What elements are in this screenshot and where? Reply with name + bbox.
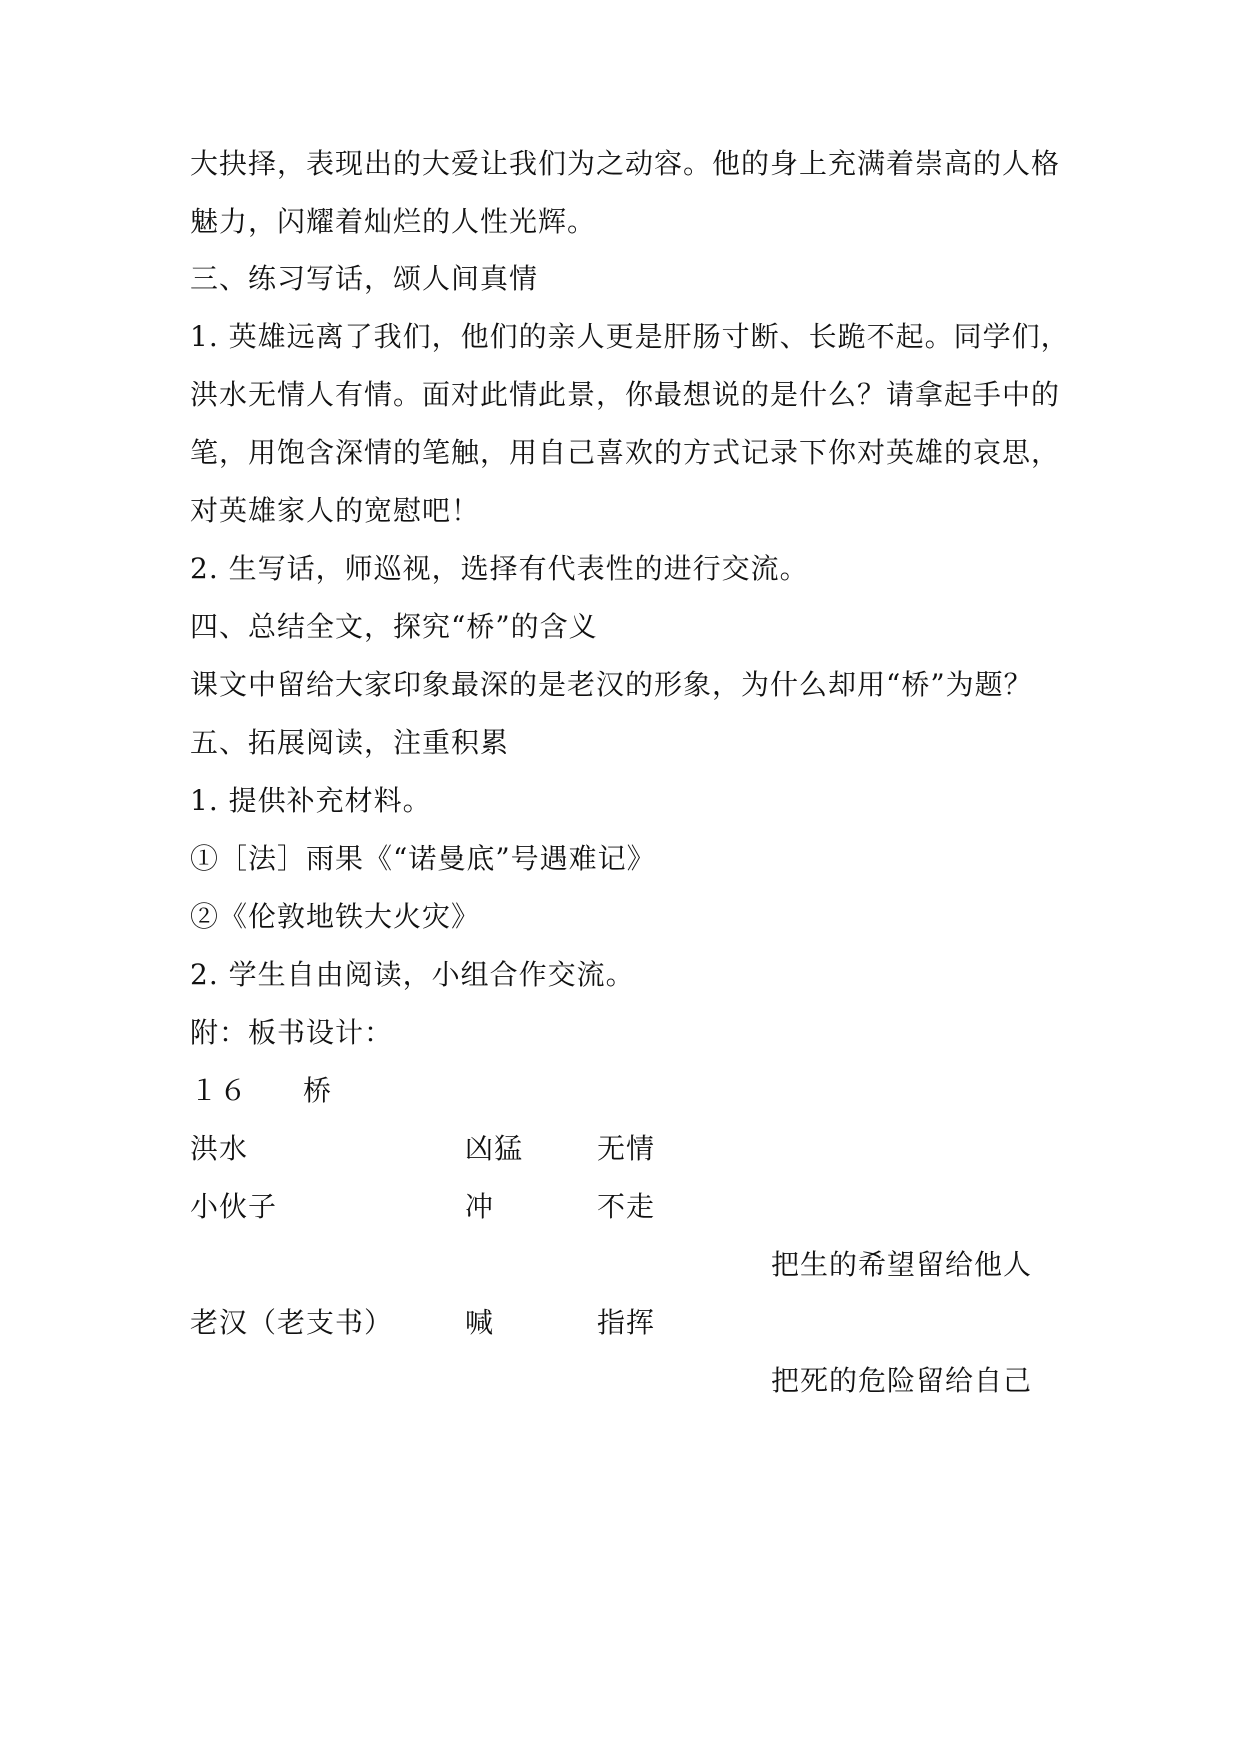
- board-note-2: 把死的危险留给自己: [771, 1364, 1033, 1397]
- section-heading-3: 三、练习写话，颂人间真情: [190, 262, 539, 295]
- appendix-label: 附：板书设计：: [190, 1016, 394, 1049]
- board-lesson-title: 桥: [303, 1074, 333, 1107]
- reading-item: ①［法］雨果《“诺曼底”号遇难记》: [190, 842, 656, 875]
- paragraph-line: 课文中留给大家印象最深的是老汉的形象，为什么却用“桥”为题？: [190, 668, 1033, 701]
- list-item: 2. 学生自由阅读，小组合作交流。: [190, 958, 635, 991]
- paragraph-line: 魅力，闪耀着灿烂的人性光辉。: [190, 205, 597, 238]
- board-note-1: 把生的希望留给他人: [771, 1248, 1033, 1281]
- board-row-3-subject: 老汉（老支书）: [190, 1306, 394, 1339]
- list-item: 1. 提供补充材料。: [190, 784, 432, 817]
- board-row-3-trait: 指挥: [597, 1306, 656, 1339]
- board-lesson-number: １６: [190, 1074, 249, 1107]
- paragraph-line: 洪水无情人有情。面对此情此景，你最想说的是什么？请拿起手中的: [190, 378, 1061, 411]
- board-row-3-verb: 喊: [465, 1306, 495, 1339]
- paragraph-line: 1. 英雄远离了我们，他们的亲人更是肝肠寸断、长跪不起。同学们，: [190, 320, 1070, 353]
- board-row-2-verb: 冲: [465, 1190, 495, 1223]
- reading-item: ②《伦敦地铁大火灾》: [190, 900, 481, 933]
- paragraph-line: 大抉择，表现出的大爱让我们为之动容。他的身上充满着崇高的人格: [190, 147, 1061, 180]
- board-row-1-trait: 无情: [597, 1132, 656, 1165]
- list-item: 2. 生写话，师巡视，选择有代表性的进行交流。: [190, 552, 809, 585]
- board-row-1-subject: 洪水: [190, 1132, 249, 1165]
- board-row-2-subject: 小伙子: [190, 1190, 278, 1223]
- board-row-1-verb: 凶猛: [465, 1132, 524, 1165]
- paragraph-line: 笔，用饱含深情的笔触，用自己喜欢的方式记录下你对英雄的哀思，: [190, 436, 1061, 469]
- section-heading-4: 四、总结全文，探究“桥”的含义: [190, 610, 598, 643]
- section-heading-5: 五、拓展阅读，注重积累: [190, 726, 510, 759]
- paragraph-line: 对英雄家人的宽慰吧！: [190, 494, 481, 527]
- board-row-2-trait: 不走: [597, 1190, 656, 1223]
